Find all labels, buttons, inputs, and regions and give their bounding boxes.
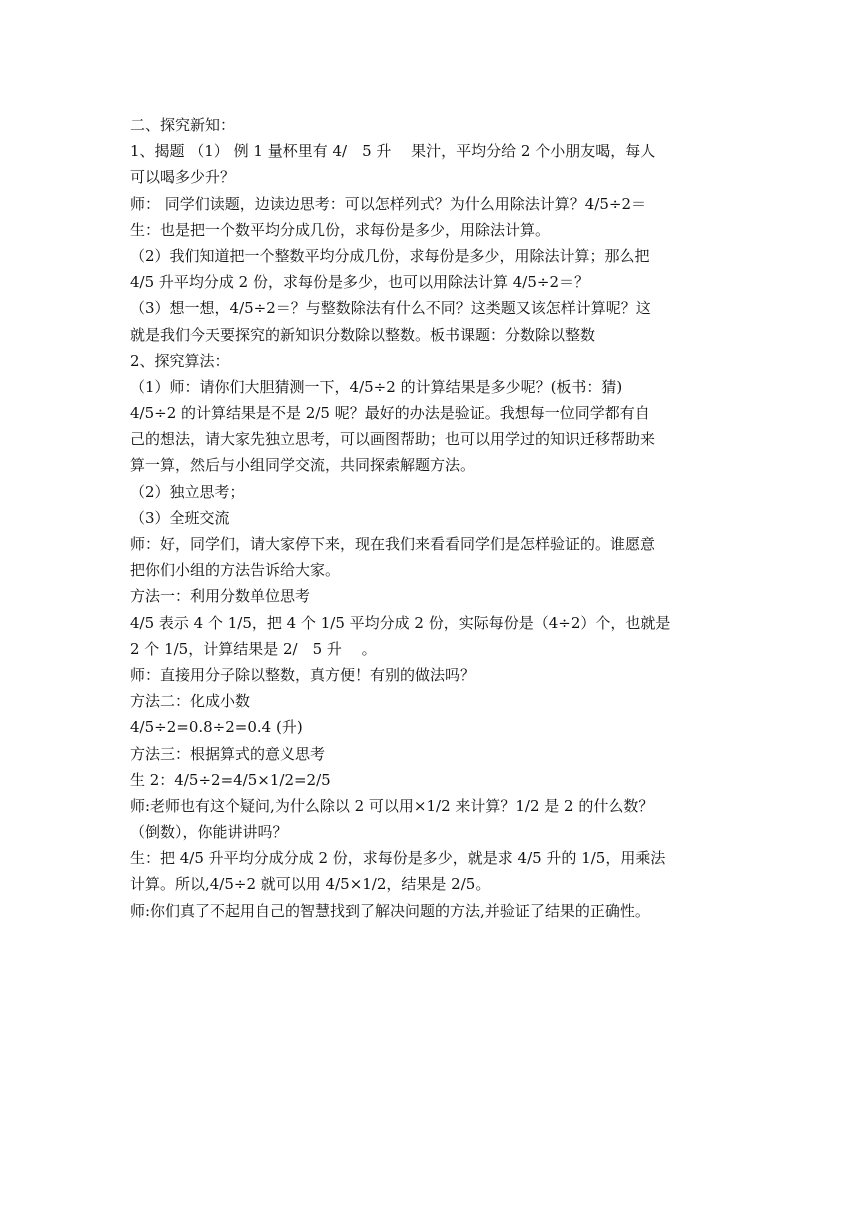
paragraph-line: 算一算，然后与小组同学交流，共同探索解题方法。 bbox=[130, 456, 476, 475]
section-heading: 二、探究新知： bbox=[130, 116, 236, 134]
section-heading: 2、探究算法： bbox=[130, 351, 230, 370]
paragraph-line: 就是我们今天要探究的新知识分数除以整数。板书课题：分数除以整数 bbox=[130, 325, 596, 344]
paragraph-line: （2）我们知道把一个整数平均分成几份，求每份是多少，用除法计算；那么把 bbox=[130, 246, 650, 265]
paragraph-line: 师：好，同学们，请大家停下来，现在我们来看看同学们是怎样验证的。谁愿意 bbox=[130, 535, 656, 553]
paragraph-line: （2）独立思考； bbox=[130, 482, 245, 501]
paragraph-line: 师： 同学们读题，边读边思考：可以怎样列式？为什么用除法计算？4/5÷2＝ bbox=[130, 194, 647, 213]
paragraph-line: 生：也是把一个数平均分成几份，求每份是多少，用除法计算。 bbox=[130, 220, 551, 239]
paragraph-line: 4/5 表示 4 个 1/5，把 4 个 1/5 平均分成 2 份，实际每份是（4÷2）个，也就是 bbox=[130, 613, 671, 632]
paragraph-line: 师:你们真了不起用自己的智慧找到了解决问题的方法,并验证了结果的正确性。 bbox=[130, 901, 650, 920]
method-heading: 方法二：化成小数 bbox=[130, 692, 251, 711]
formula-line: 4/5÷2=0.8÷2=0.4 (升) bbox=[130, 718, 303, 737]
method-heading: 方法三：根据算式的意义思考 bbox=[130, 744, 326, 763]
paragraph-line: 4/5÷2 的计算结果是不是 2/5 呢？最好的办法是验证。我想每一位同学都有自 bbox=[130, 404, 650, 423]
paragraph-line: 1、揭题 （1） 例 1 量杯里有 4/ 5 升 果汁，平均分给 2 个小朋友喝，每人 bbox=[130, 142, 656, 161]
formula-line: 生 2：4/5÷2=4/5×1/2=2/5 bbox=[130, 770, 331, 789]
paragraph-line: 把你们小组的方法告诉给大家。 bbox=[130, 561, 341, 580]
paragraph-line: 师：直接用分子除以整数，真方便！有别的做法吗？ bbox=[130, 665, 476, 684]
paragraph-line: 师:老师也有这个疑问,为什么除以 2 可以用×1/2 来计算？1/2 是 2 的什么数？ bbox=[130, 796, 654, 815]
paragraph-line: （1）师：请你们大胆猜测一下，4/5÷2 的计算结果是多少呢？(板书：猜) bbox=[130, 377, 623, 396]
paragraph-line: 己的想法，请大家先独立思考，可以画图帮助；也可以用学过的知识迁移帮助来 bbox=[130, 430, 656, 449]
lesson-text bbox=[130, 112, 730, 924]
paragraph-line: 计算。所以,4/5÷2 就可以用 4/5×1/2，结果是 2/5。 bbox=[130, 875, 491, 894]
paragraph-line: 2 个 1/5，计算结果是 2/ 5 升 。 bbox=[130, 639, 377, 658]
paragraph-line: 4/5 升平均分成 2 份，求每份是多少，也可以用除法计算 4/5÷2＝？ bbox=[130, 273, 590, 292]
paragraph-line: 生：把 4/5 升平均分成分成 2 份，求每份是多少，就是求 4/5 升的 1/5，用乘法 bbox=[130, 849, 666, 868]
paragraph-line: 可以喝多少升？ bbox=[130, 168, 236, 187]
paragraph-line: （3）想一想，4/5÷2＝？与整数除法有什么不同？这类题又该怎样计算呢？这 bbox=[130, 299, 651, 318]
method-heading: 方法一：利用分数单位思考 bbox=[130, 587, 311, 606]
paragraph-line: （3）全班交流 bbox=[130, 508, 230, 527]
paragraph-line: （倒数），你能讲讲吗？ bbox=[130, 823, 288, 842]
